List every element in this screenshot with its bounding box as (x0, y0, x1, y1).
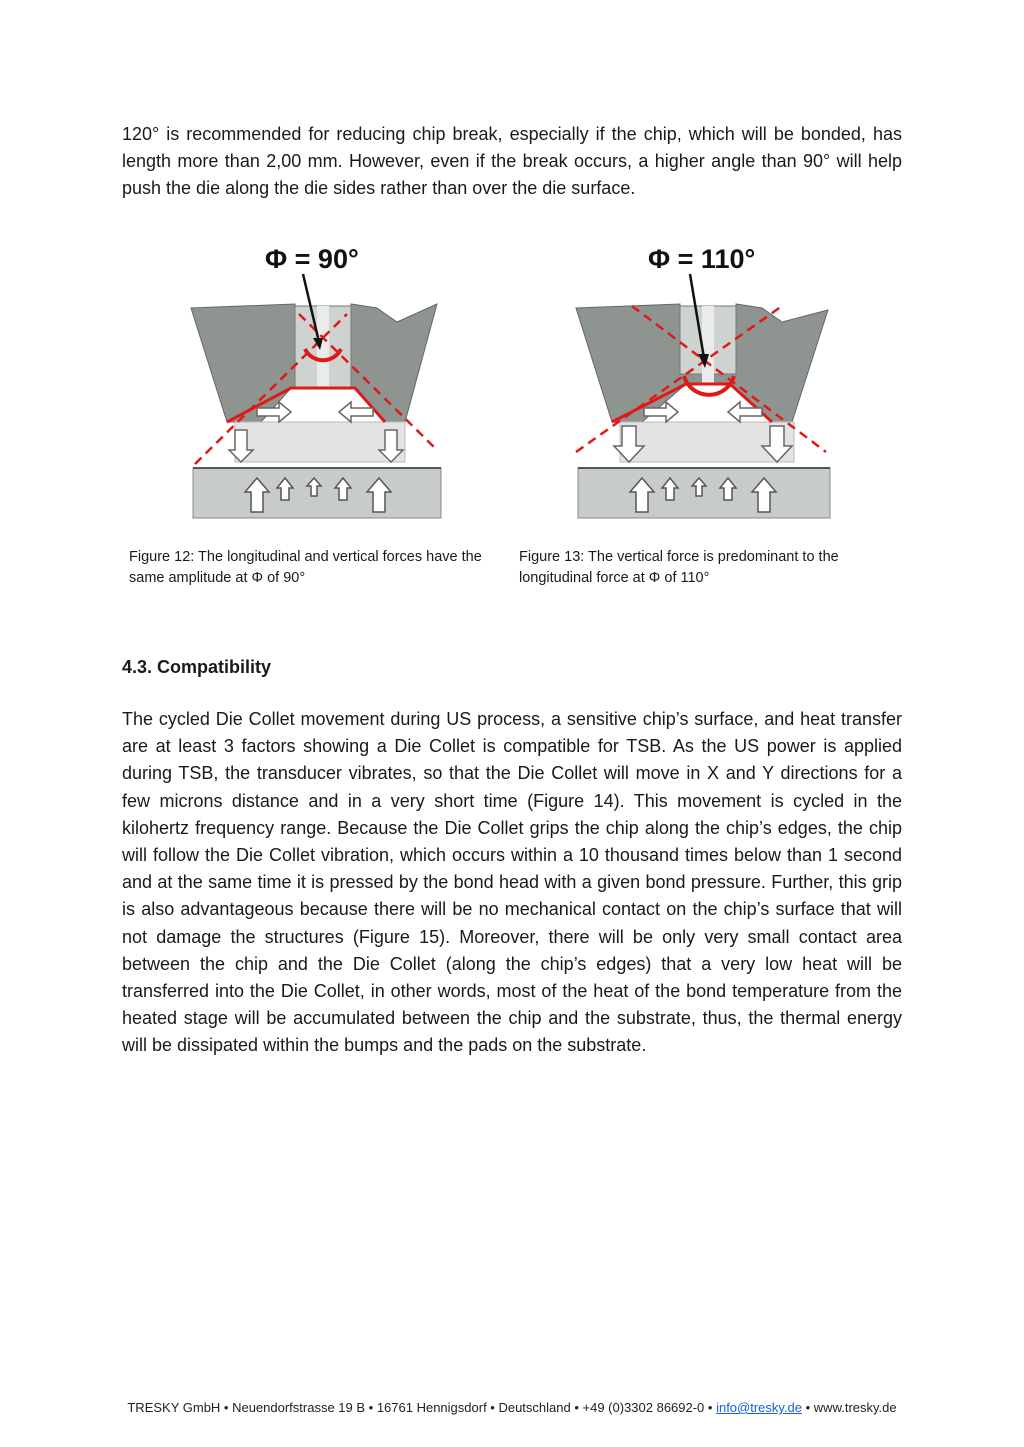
figure-12-diagram (187, 236, 477, 521)
page-footer (0, 1400, 1024, 1415)
footer-address: TRESKY GmbH • Neuendorfstrasse 19 B • 16761 Hennigsdorf • Deutschland • +49 (0)3302 86692-0 • (127, 1400, 717, 1415)
figure-12-caption: Figure 12: The longitudinal and vertical forces have the same amplitude at Φ of 90° (129, 549, 482, 586)
channel-core (702, 306, 714, 384)
chip (235, 422, 405, 462)
figure-13-diagram (572, 236, 862, 521)
chip (620, 422, 794, 462)
footer-website: • www.tresky.de (802, 1400, 897, 1415)
compatibility-paragraph: The cycled Die Collet movement during US process, a sensitive chip’s surface, and heat transfer are at least 3 factors showing a Die Collet is compatible for TSB. As the US power is applied during TSB, the transducer vibrates, so that the Die Collet will move in X and Y directions for a few microns distance and in a very short time (Figure 14). This movement is cycled in the kilohertz frequency range. Because the Die Collet grips the chip along the chip’s edges, the chip will follow the Die Collet vibration, which occurs within a 10 thousand times below than 1 second and at the same time it is pressed by the bond head with a given bond pressure. Further, this grip is also advantageous because there will be no mechanical contact on the chip’s surface that will not damage the structures (Figure 15). Moreover, there will be only very small contact area between the chip and the Die Collet (along the chip’s edges) that a very low heat will be transferred into the Die Collet, in other words, most of the heat of the bond temperature from the heated stage will be accumulated between the chip and the substrate, thus, the thermal energy will be dissipated within the bumps and the pads on the substrate. (122, 709, 902, 1056)
figure-12 (187, 236, 477, 521)
section-heading: 4.3. Compatibility (122, 657, 272, 677)
figure-13 (572, 236, 862, 521)
figure-12-label: Φ = 90° (265, 244, 359, 274)
arrow-left (339, 402, 373, 422)
figure-13-caption: Figure 13: The vertical force is predominant to the longitudinal force at Φ of 110° (519, 549, 839, 586)
bond-stage (578, 468, 830, 518)
footer-email-link[interactable]: info@tresky.de (716, 1400, 803, 1415)
figure-13-label: Φ = 110° (648, 244, 756, 274)
intro-paragraph: 120° is recommended for reducing chip break, especially if the chip, which will be bonded, has length more than 2,00 mm. However, even if the break occurs, a higher angle than 90° will help push the die along the die sides rather than over the die surface. (122, 124, 902, 199)
